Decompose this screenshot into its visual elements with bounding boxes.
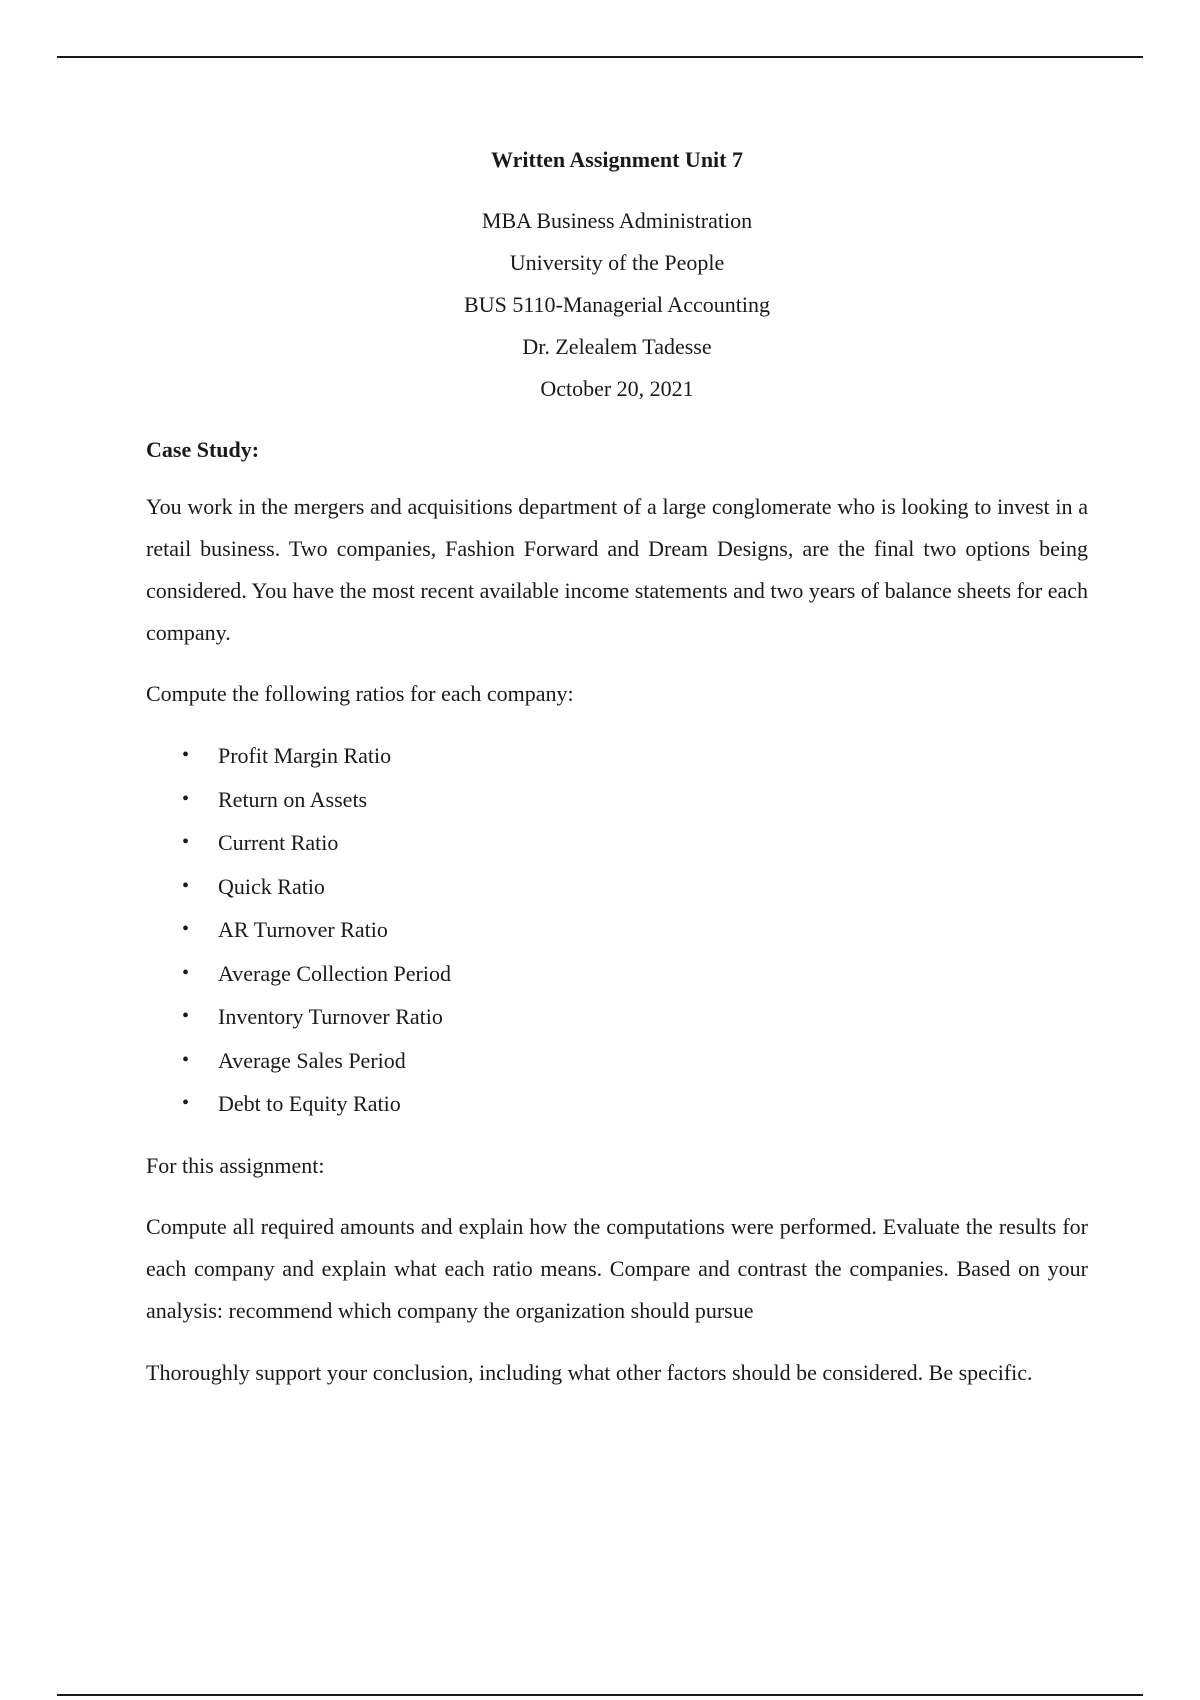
list-item xyxy=(146,952,1088,996)
footer-rule xyxy=(57,1694,1143,1696)
list-item xyxy=(146,995,1088,1039)
case-study-heading: Case Study: xyxy=(146,437,260,462)
instructor-name: Dr. Zelealem Tadesse xyxy=(522,334,712,359)
ratio-label: AR Turnover Ratio xyxy=(218,917,388,942)
header-rule xyxy=(57,56,1143,58)
title-meta-block xyxy=(146,200,1088,410)
list-item xyxy=(146,1039,1088,1083)
bullet-icon: • xyxy=(182,961,190,984)
bullet-icon: • xyxy=(182,1048,190,1071)
ratio-label: Profit Margin Ratio xyxy=(218,743,392,768)
bullet-icon: • xyxy=(182,831,190,853)
course-name: BUS 5110-Managerial Accounting xyxy=(464,292,770,317)
ratio-label: Average Sales Period xyxy=(218,1047,406,1073)
bullet-icon: • xyxy=(182,1005,190,1027)
list-item xyxy=(146,865,1088,909)
document-page xyxy=(146,140,1088,1414)
instructions-paragraph: Compute all required amounts and explain how the computations were performed. Evaluate the results for each company and explain what each ratio means. Compare and contrast the companies. Based on your analysis: recommend which company the organization should pursue xyxy=(146,1213,1088,1323)
document-title: Written Assignment Unit 7 xyxy=(491,147,743,172)
bullet-icon: • xyxy=(182,744,190,766)
list-item xyxy=(146,821,1088,865)
compute-instruction: Compute the following ratios for each company: xyxy=(146,681,574,706)
ratio-label: Return on Assets xyxy=(218,786,368,812)
conclusion-paragraph: Thoroughly support your conclusion, including what other factors should be considered. Be specific. xyxy=(146,1359,1033,1385)
bullet-icon: • xyxy=(182,1092,190,1114)
assignment-label: For this assignment: xyxy=(146,1152,325,1178)
ratio-list xyxy=(146,734,1088,1126)
ratio-label: Current Ratio xyxy=(218,830,339,855)
list-item xyxy=(146,778,1088,822)
list-item xyxy=(146,1082,1088,1126)
list-item xyxy=(146,908,1088,952)
bullet-icon: • xyxy=(182,787,190,810)
list-item xyxy=(146,734,1088,778)
ratio-label: Inventory Turnover Ratio xyxy=(218,1004,443,1029)
university-name: University of the People xyxy=(509,250,725,275)
program-name: MBA Business Administration xyxy=(481,208,753,233)
bullet-icon: • xyxy=(182,918,190,940)
submission-date: October 20, 2021 xyxy=(540,376,694,401)
ratio-label: Debt to Equity Ratio xyxy=(218,1091,401,1116)
ratio-label: Quick Ratio xyxy=(218,873,325,899)
intro-paragraph: You work in the mergers and acquisitions department of a large conglomerate who is looking to invest in a retail business. Two companies, Fashion Forward and Dream Designs, are the final two options being considered. You have the most recent available income statements and two years of balance sheets for each company. xyxy=(146,494,1088,645)
bullet-icon: • xyxy=(182,874,190,897)
ratio-label: Average Collection Period xyxy=(218,960,451,986)
